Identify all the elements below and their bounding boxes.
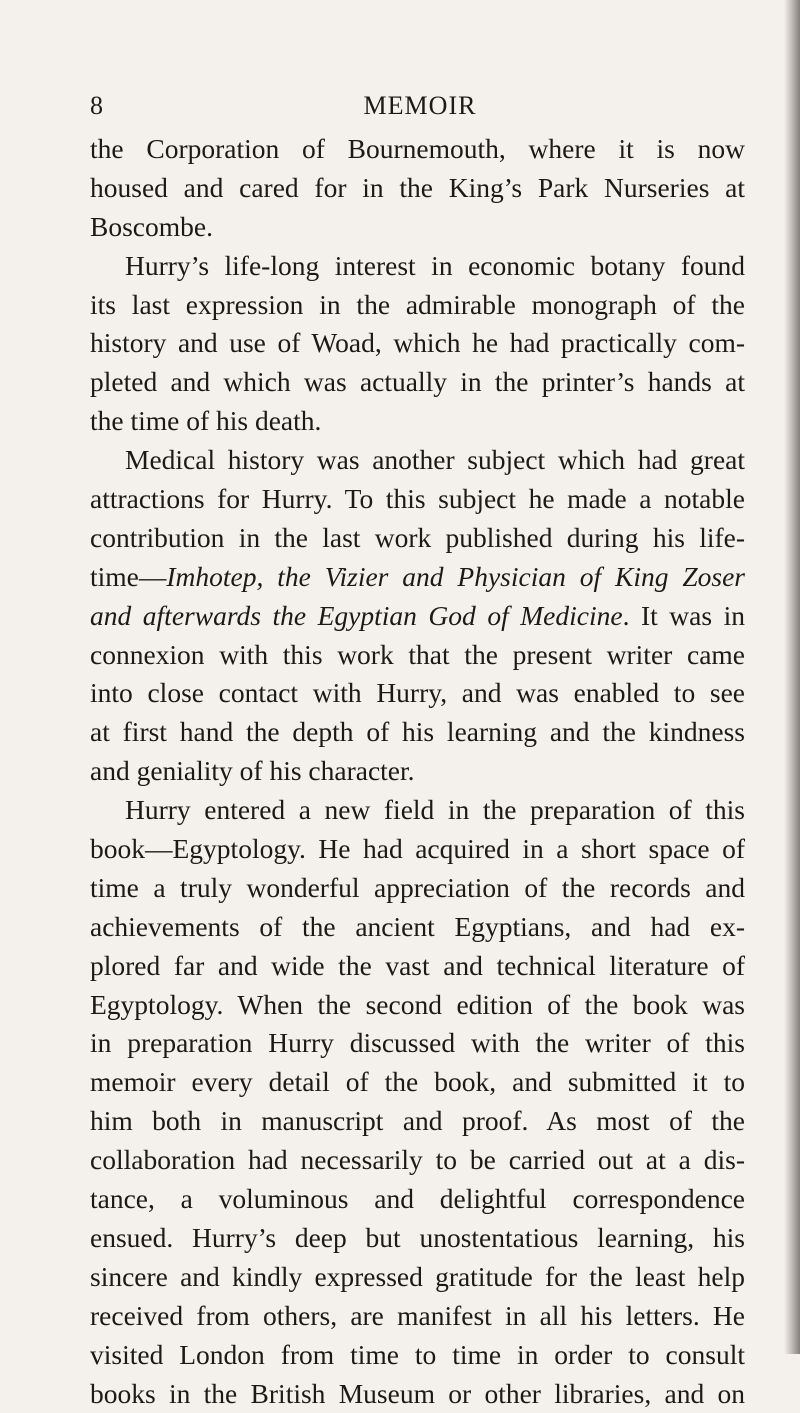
text-line: at first hand the depth of his learning and the kindness [90,713,745,752]
page-header [90,88,750,124]
text-line: into close contact with Hurry, and was enabled to see [90,674,745,713]
book-title-italic-continued: and afterwards the Egyptian God of Medicine [90,600,623,631]
text-line: plored far and wide the vast and technical literature of [90,947,745,986]
text-line: collaboration had necessarily to be carried out at a dis- [90,1141,745,1180]
text-line: connexion with this work that the present writer came [90,636,745,675]
text-line: Hurry entered a new field in the preparation of this [90,791,745,830]
text-line: received from others, are manifest in all his letters. He [90,1297,745,1336]
text-line: him both in manuscript and proof. As most of the [90,1102,745,1141]
text-line: Egyptology. When the second edition of the book was [90,986,745,1025]
text-line: memoir every detail of the book, and submitted it to [90,1063,745,1102]
text-line-with-title [90,597,745,636]
running-head: MEMOIR [90,88,750,124]
body-text [90,130,745,1413]
text-line: visited London from time to time in order to consult [90,1336,745,1375]
text-line: Hurry’s life-long interest in economic botany found [90,247,745,286]
text-line-with-title [90,558,745,597]
text-line: the Corporation of Bournemouth, where it is now [90,130,745,169]
text-line: housed and cared for in the King’s Park Nurseries at [90,169,745,208]
text-line: ensued. Hurry’s deep but unostentatious learning, his [90,1219,745,1258]
text-line: sincere and kindly expressed gratitude for the least help [90,1258,745,1297]
text-line: book—Egyptology. He had acquired in a short space of [90,830,745,869]
page-number: 8 [90,88,103,124]
text-line: its last expression in the admirable monograph of the [90,286,745,325]
book-title-italic: Imhotep, the Vizier and Physician of King Zoser [166,561,745,592]
page-edge-shadow [784,0,800,1354]
text-line: attractions for Hurry. To this subject he made a notable [90,480,745,519]
text-line: time a truly wonderful appreciation of the records and [90,869,745,908]
text-line: contribution in the last work published during his life- [90,519,745,558]
text-line: achievements of the ancient Egyptians, and had ex- [90,908,745,947]
text-line: Medical history was another subject which had great [90,441,745,480]
text-line: history and use of Woad, which he had practically com- [90,324,745,363]
text-fragment: . It was in [623,600,745,631]
text-line: books in the British Museum or other libraries, and on [90,1375,745,1413]
text-line: and geniality of his character. [90,752,745,791]
text-line: in preparation Hurry discussed with the writer of this [90,1024,745,1063]
text-fragment: time— [90,561,166,592]
text-line: tance, a voluminous and delightful correspondence [90,1180,745,1219]
text-line: Boscombe. [90,208,745,247]
text-line: pleted and which was actually in the printer’s hands at [90,363,745,402]
text-line: the time of his death. [90,402,745,441]
